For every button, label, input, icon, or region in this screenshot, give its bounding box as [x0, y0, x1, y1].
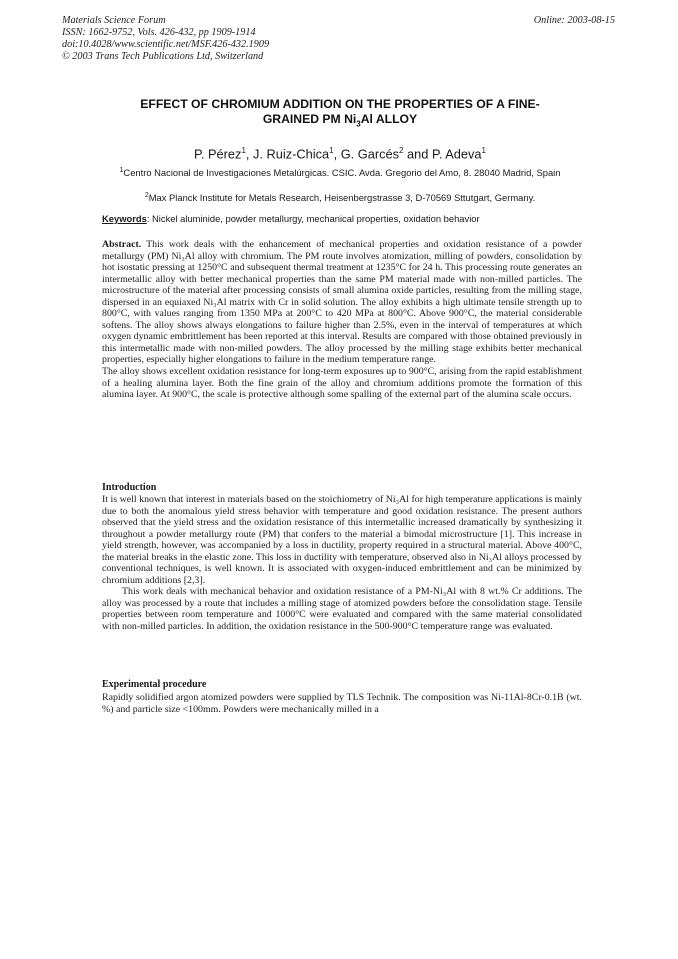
keywords-label: Keywords: [102, 213, 147, 224]
author-1-affiliation-mark: 1: [241, 146, 246, 155]
issn-line: ISSN: 1662-9752, Vols. 426-432, pp 1909-1914: [62, 27, 256, 38]
introduction: [102, 494, 582, 633]
keywords-text: : Nickel aluminide, powder metallurgy, mechanical properties, oxidation behavior: [146, 213, 480, 224]
journal-name: Materials Science Forum: [62, 15, 166, 26]
abstract-paragraph-2: The alloy shows excellent oxidation resistance for long-term exposures up to 900°C, arising from the rapid establishment of a healing alumina layer. Both the fine grain of the alloy and chromium additions promote the formation of this alumina layer. At 900°C, the scale is protective although some spalling of the external part of the alumina scale occurs.: [102, 366, 582, 401]
experimental-heading: Experimental procedure: [102, 679, 207, 690]
affiliation-2: [95, 190, 585, 204]
affiliation-2-mark: 2: [144, 192, 149, 199]
doi-line: doi:10.4028/www.scientific.net/MSF.426-432.1909: [62, 39, 270, 50]
introduction-paragraph-1: It is well known that interest in materials based on the stoichiometry of Ni₃Al for high temperature applications is mainly due to both the anomalous yield stress behavior with temperature and good oxidation resistance. The present authors observed that the yield stress and the oxidation resistance of this intermetallic increased dramatically by synthesizing it throughout a powder metallurgy route (PM) that confers to the material a bimodal microstructure [1]. This increase in yield strength, however, was accompanied by a loss in ductility, property required in a structural material. Above 400°C, the material breaks in the elastic zone. This loss in ductility with temperature, observed also in Ni₃Al alloys processed by conventional techniques, is well known. It is associated with oxygen-induced embrittlement and can be minimized by chromium additions [2,3].: [102, 494, 582, 586]
experimental: [102, 692, 582, 715]
author-1: P. Pérez: [194, 146, 242, 162]
title-line-2-end: Al ALLOY: [360, 111, 418, 126]
author-3-affiliation-mark: 2: [399, 146, 404, 155]
title-line-2-start: GRAINED PM Ni: [262, 111, 357, 126]
author-2-affiliation-mark: 1: [329, 146, 334, 155]
paper-title: [90, 97, 590, 131]
author-2: J. Ruiz-Chica: [253, 146, 330, 162]
abstract-text-1: This work deals with the enhancement of mechanical properties and oxidation resistance of a powder metallurgy (PM) Ni₃Al alloy with chromium. The PM route involves atomization, milling of powders, consolidation by hot isostatic pressing at 1250°C and subsequent thermal treatment at 1235°C for 24 h. This processing route generates an intermetallic alloy with better mechanical properties than the same PM material made with non-milled particles. The microstructure of the material after processing consists of small alumina oxide particles, resulting from the milling stage, dispersed in an equiaxed Ni₃Al matrix with Cr in solid solution. The alloy exhibits a high ultimate tensile strength up to 800°C, with values ranging from 1350 MPa at 200°C to 420 MPa at 800°C. Above 900°C, the material considerable softens. The alloy shows always elongations to failure higher than 2.5%, even in the interval of temperatures at which oxygen dynamic embrittlement has been reported at this interval. Results are compared with those obtained previously in this intermetallic made with non-milled powders. The alloy processed by the milling stage exhibits better mechanical properties, especially higher elongations to failure in the medium temperature range.: [102, 239, 582, 366]
title-subscript: 3: [356, 118, 361, 128]
author-separator-3: and: [403, 146, 432, 162]
affiliation-1-text: Centro Nacional de Investigaciones Metalúrgicas. CSIC. Avda. Gregorio del Amo, 8. 28040 Madrid, Spain: [123, 167, 561, 179]
author-4-affiliation-mark: 1: [481, 146, 486, 155]
introduction-heading: Introduction: [102, 482, 157, 493]
title-line-2: [90, 112, 590, 132]
introduction-paragraph-2: This work deals with mechanical behavior and oxidation resistance of a PM-Ni₃Al with 8 wt.% Cr additions. The alloy was processed by a route that includes a milling stage of atomized powders before the consolidation stage. Tensile properties between room temperature and 1000°C were evaluated and compared with the same material consolidated with non-milled particles. In addition, the oxidation resistance in the 500-900°C temperature range was evaluated.: [102, 586, 582, 633]
author-separator-1: ,: [245, 146, 254, 162]
keywords: [102, 213, 582, 225]
affiliation-2-text: Max Planck Institute for Metals Research, Heisenbergstrasse 3, D-70569 Sttutgart, Germany.: [148, 192, 536, 204]
affiliation-1: [95, 165, 585, 179]
abstract-label: Abstract.: [102, 239, 142, 250]
experimental-paragraph-1: Rapidly solidified argon atomized powders were supplied by TLS Technik. The composition was Ni-11Al-8Cr-0.1B (wt. %) and particle size <100mm. Powders were mechanically milled in a: [102, 692, 582, 715]
affiliation-1-mark: 1: [119, 167, 124, 174]
author-3: G. Garcés: [340, 146, 400, 162]
online-date: Online: 2003-08-15: [533, 15, 615, 26]
title-line-1: EFFECT OF CHROMIUM ADDITION ON THE PROPERTIES OF A FINE-: [140, 97, 540, 111]
author-separator-2: ,: [333, 146, 341, 162]
author-list: [90, 143, 590, 161]
copyright-line: © 2003 Trans Tech Publications Ltd, Switzerland: [62, 51, 264, 62]
abstract: [102, 239, 582, 401]
abstract-paragraph-1: [102, 239, 582, 366]
author-4: P. Adeva: [431, 146, 482, 162]
publication-header: [62, 15, 362, 63]
